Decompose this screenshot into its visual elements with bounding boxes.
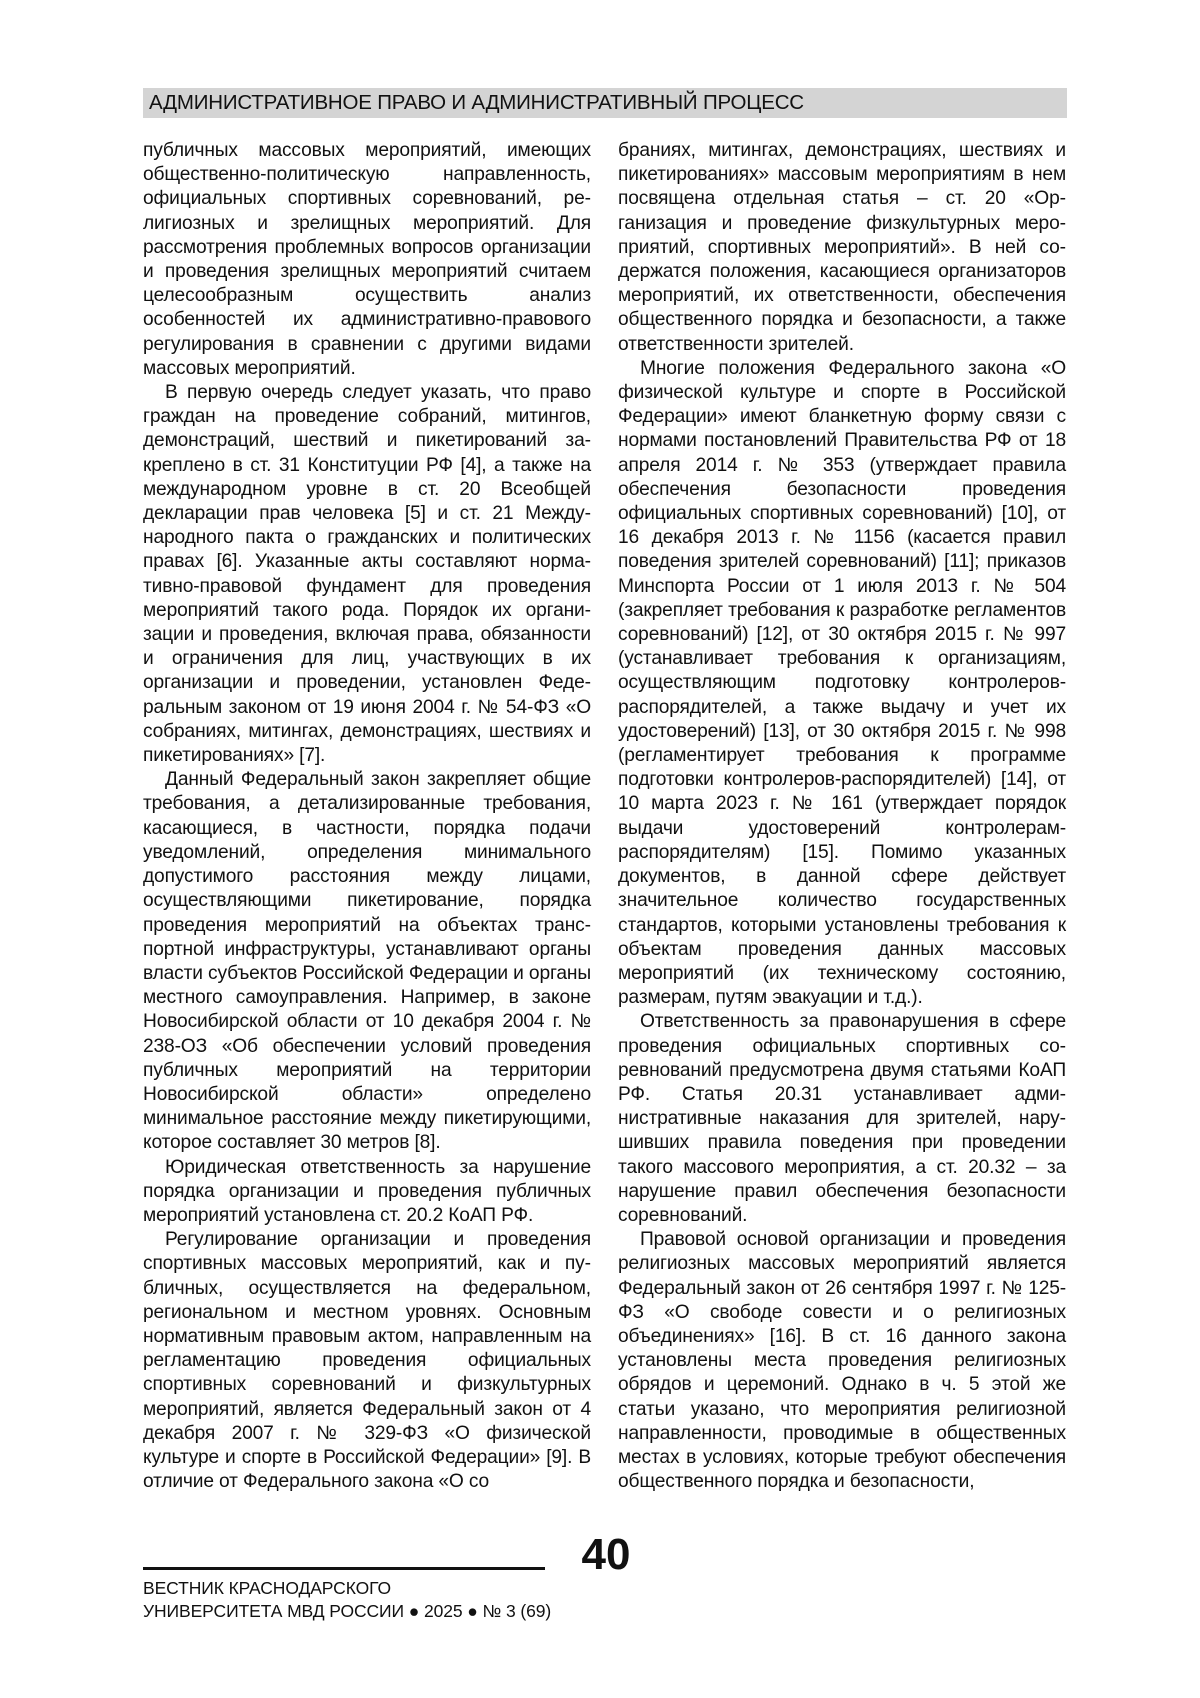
paragraph: Юридическая ответственность за нарушение порядка организации и проведения публичных мероприятий установлена ст. 20.2 КоАП РФ.: [143, 1156, 591, 1226]
paragraph: публичных массовых мероприятий, имеющих общественно-политическую направленность, официальных спортивных соревнований, религиозных и зрелищных мероприятий. Для рассмотрения проблемных вопросов организации и проведения зрелищных мероприятий считаем целесообразным осуществить анализ особенностей их административно-правового регулирования в сравнении с другими видами массовых мероприятий.: [143, 140, 591, 379]
right-column: [618, 139, 1066, 1494]
journal-name: [143, 1577, 643, 1623]
paragraph: В первую очередь следует указать, что право граждан на проведение собраний, митингов, демонстраций, шествий и пикетирований закреплено в ст. 31 Конституции РФ [4], а также на международном уровне в ст. 20 Всеобщей декларации прав человека [5] и ст. 21 Международного пакта о гражданских и политических правах [6]. Указанные акты составляют нормативно-правовой фундамент для проведения мероприятий такого рода. Порядок их организации и проведения, включая права, обязанности и ограничения для лиц, участвующих в их организации и проведении, установлен Федеральным законом от 19 июня 2004 г. № 54-ФЗ «О собраниях, митингах, демонстрациях, шествиях и пикетированиях» [7].: [143, 382, 591, 767]
paragraph: Ответственность за правонарушения в сфере проведения официальных спортивных соревнований предусмотрена двумя статьями КоАП РФ. Статья 20.31 устанавливает административные наказания для зрителей, нарушивших правила поведения при проведении такого массового мероприятия, а ст. 20.32 – за нарушение правил обеспечения безопасности соревнований.: [618, 1011, 1066, 1226]
paragraph: Правовой основой организации и проведения религиозных массовых мероприятий является Федеральный закон от 26 сентября 1997 г. № 125-ФЗ «О свободе совести и о религиозных объединениях» [16]. В ст. 16 данного закона установлены места проведения религиозных обрядов и церемоний. Однако в ч. 5 этой же статьи указано, что мероприятия религиозной направленности, проводимые в общественных местах в условиях, которые требуют обеспечения общественного порядка и безопасности,: [618, 1229, 1066, 1493]
paragraph: Многие положения Федерального закона «О физической культуре и спорте в Российской Федерации» имеют бланкетную форму связи с нормами постановлений Правительства РФ от 18 апреля 2014 г. № 353 (утверждает правила обеспечения безопасности проведения официальных спортивных соревнований) [10], от 16 декабря 2013 г. № 1156 (касается правил поведения зрителей соревнований) [11]; приказов Минспорта России от 1 июля 2013 г. № 504 (закрепляет требования к разработке регламентов соревнований) [12], от 30 октября 2015 г. № 997 (устанавливает требования к организациям, осуществляющим подготовку контролеров-распорядителей, а также выдачу и учет их удостоверений) [13], от 30 октября 2015 г. № 998 (регламентирует требования к программе подготовки контролеров-распорядителей) [14], от 10 марта 2023 г. № 161 (утверждает порядок выдачи удостоверений контролерам-распорядителям) [15]. Помимо указанных документов, в данной сфере действует значительное количество государственных стандартов, которыми установлены требования к объектам проведения данных массовых мероприятий (их техническому состоянию, размерам, путям эвакуации и т.д.).: [618, 357, 1066, 1009]
paragraph: Данный Федеральный закон закрепляет общие требования, а детализированные требования, касающиеся, в частности, порядка подачи уведомлений, определения минимального допустимого расстояния между лицами, осуществляющими пикетирование, порядка проведения мероприятий на объектах транспортной инфраструктуры, устанавливают органы власти субъектов Российской Федерации и органы местного самоуправления. Например, в законе Новосибирской области от 10 декабря 2004 г. № 238-ОЗ «Об обеспечении условий проведения публичных мероприятий на территории Новосибирской области» определено минимальное расстояние между пикетирующими, которое составляет 30 метров [8].: [143, 769, 591, 1154]
paragraph: браниях, митингах, демонстрациях, шествиях и пикетированиях» массовым мероприятиям в нем посвящена отдельная статья – ст. 20 «Организация и проведение физкультурных мероприятий, спортивных мероприятий». В ней содержатся положения, касающиеся организаторов мероприятий, их ответственности, обеспечения общественного порядка и безопасности, а также ответственности зрителей.: [618, 140, 1066, 355]
page-number: 40: [581, 1530, 631, 1579]
paragraph: Регулирование организации и проведения спортивных массовых мероприятий, как и публичных, осуществляется на федеральном, региональном и местном уровнях. Основным нормативным правовым актом, направленным на регламентацию проведения официальных спортивных соревнований и физкультурных мероприятий, является Федеральный закон от 4 декабря 2007 г. № 329-ФЗ «О физической культуре и спорте в Российской Федерации» [9]. В отличие от Федерального закона «О со: [143, 1229, 591, 1493]
section-title: АДМИНИСТРАТИВНОЕ ПРАВО И АДМИНИСТРАТИВНЫЙ ПРОЦЕСС: [143, 88, 1067, 118]
left-column: [143, 139, 591, 1494]
journal-name-line: УНИВЕРСИТЕТА МВД РОССИИ ● 2025 ● № 3 (69): [143, 1601, 552, 1621]
footer-divider: [143, 1567, 545, 1570]
journal-name-line: ВЕСТНИК КРАСНОДАРСКОГО: [143, 1578, 392, 1598]
